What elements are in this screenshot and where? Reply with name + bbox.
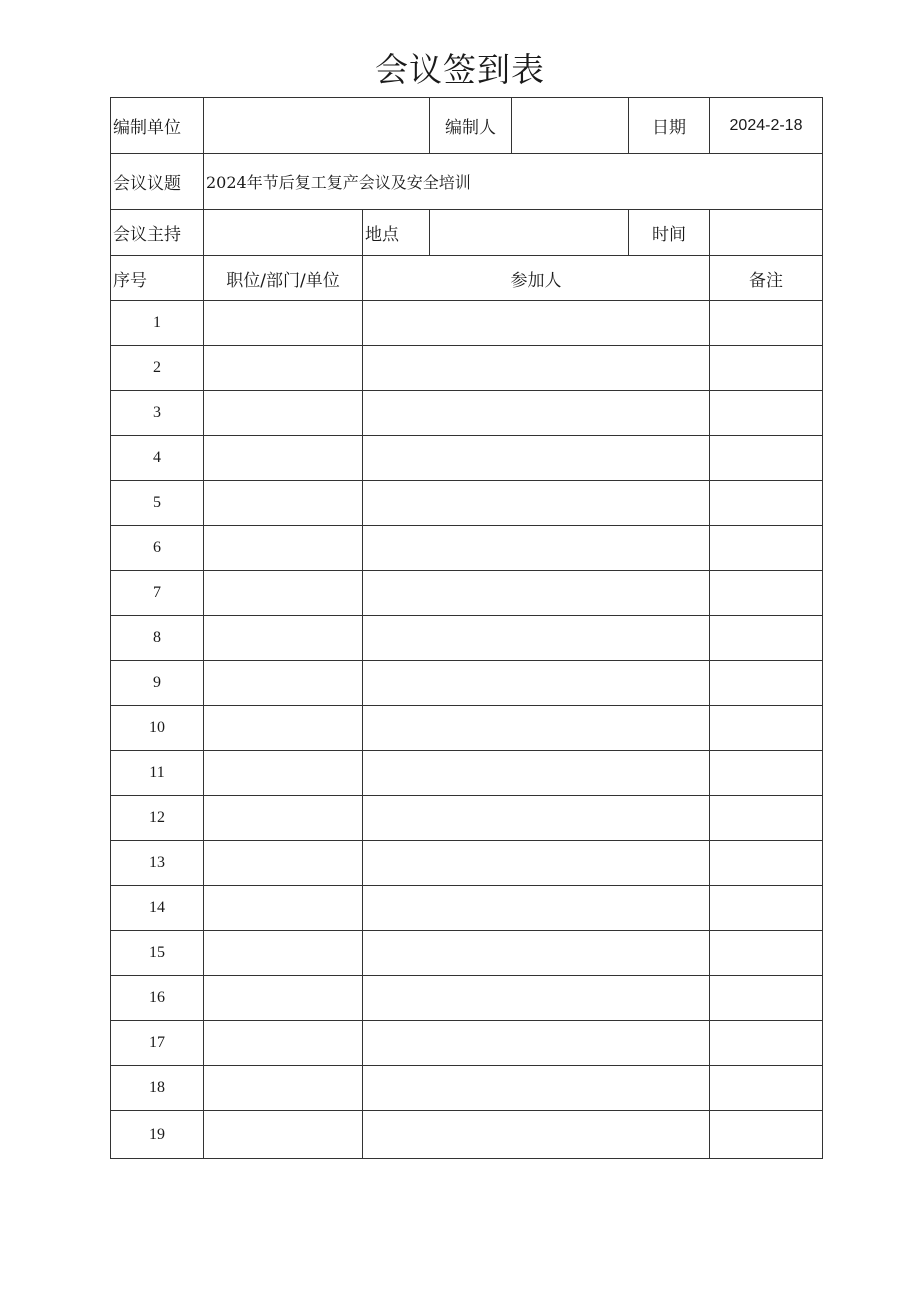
- row-number: 10: [111, 706, 204, 751]
- row-number: 15: [111, 931, 204, 976]
- attendee-cell[interactable]: [363, 841, 710, 886]
- dept-cell[interactable]: [204, 616, 363, 661]
- attendee-cell[interactable]: [363, 571, 710, 616]
- row-number: 17: [111, 1021, 204, 1066]
- note-cell[interactable]: [710, 1111, 822, 1158]
- row-number: 9: [111, 661, 204, 706]
- attendee-cell[interactable]: [363, 661, 710, 706]
- location-label: 地点: [363, 210, 430, 256]
- dept-cell[interactable]: [204, 301, 363, 346]
- topic-label: 会议议题: [111, 154, 204, 210]
- topic-field[interactable]: 2024年节后复工复产会议及安全培训: [204, 154, 822, 210]
- editor-label: 编制人: [430, 98, 512, 154]
- row-number: 4: [111, 436, 204, 481]
- row-number: 13: [111, 841, 204, 886]
- attendee-cell[interactable]: [363, 301, 710, 346]
- note-cell[interactable]: [710, 346, 822, 391]
- attendee-cell[interactable]: [363, 931, 710, 976]
- dept-cell[interactable]: [204, 931, 363, 976]
- attendee-cell[interactable]: [363, 346, 710, 391]
- note-cell[interactable]: [710, 751, 822, 796]
- note-cell[interactable]: [710, 301, 822, 346]
- dept-cell[interactable]: [204, 1021, 363, 1066]
- note-cell[interactable]: [710, 661, 822, 706]
- dept-cell[interactable]: [204, 436, 363, 481]
- column-header-dept: 职位/部门/单位: [204, 256, 363, 301]
- row-number: 3: [111, 391, 204, 436]
- attendee-cell[interactable]: [363, 886, 710, 931]
- attendee-cell[interactable]: [363, 1021, 710, 1066]
- editor-field[interactable]: [512, 98, 629, 154]
- time-label: 时间: [629, 210, 710, 256]
- dept-cell[interactable]: [204, 706, 363, 751]
- row-number: 18: [111, 1066, 204, 1111]
- dept-cell[interactable]: [204, 571, 363, 616]
- row-number: 19: [111, 1111, 204, 1158]
- attendee-cell[interactable]: [363, 1111, 710, 1158]
- row-number: 2: [111, 346, 204, 391]
- dept-cell[interactable]: [204, 1066, 363, 1111]
- attendee-cell[interactable]: [363, 616, 710, 661]
- note-cell[interactable]: [710, 931, 822, 976]
- dept-cell[interactable]: [204, 661, 363, 706]
- row-number: 14: [111, 886, 204, 931]
- dept-cell[interactable]: [204, 976, 363, 1021]
- row-number: 5: [111, 481, 204, 526]
- sign-in-table: [110, 97, 823, 1159]
- row-number: 1: [111, 301, 204, 346]
- dept-cell[interactable]: [204, 481, 363, 526]
- note-cell[interactable]: [710, 436, 822, 481]
- location-field[interactable]: [430, 210, 629, 256]
- host-label: 会议主持: [111, 210, 204, 256]
- attendee-cell[interactable]: [363, 526, 710, 571]
- note-cell[interactable]: [710, 841, 822, 886]
- page-title: 会议签到表: [375, 50, 545, 89]
- column-header-attendee: 参加人: [363, 256, 710, 301]
- host-field[interactable]: [204, 210, 363, 256]
- note-cell[interactable]: [710, 571, 822, 616]
- note-cell[interactable]: [710, 796, 822, 841]
- note-cell[interactable]: [710, 391, 822, 436]
- row-number: 6: [111, 526, 204, 571]
- column-header-no: 序号: [111, 256, 204, 301]
- note-cell[interactable]: [710, 886, 822, 931]
- attendee-cell[interactable]: [363, 436, 710, 481]
- date-label: 日期: [629, 98, 710, 154]
- note-cell[interactable]: [710, 976, 822, 1021]
- column-header-note: 备注: [710, 256, 822, 301]
- unit-field[interactable]: [204, 98, 430, 154]
- note-cell[interactable]: [710, 526, 822, 571]
- attendee-cell[interactable]: [363, 706, 710, 751]
- note-cell[interactable]: [710, 1021, 822, 1066]
- attendee-cell[interactable]: [363, 481, 710, 526]
- attendee-cell[interactable]: [363, 976, 710, 1021]
- note-cell[interactable]: [710, 1066, 822, 1111]
- attendee-cell[interactable]: [363, 751, 710, 796]
- dept-cell[interactable]: [204, 346, 363, 391]
- row-number: 8: [111, 616, 204, 661]
- unit-label: 编制单位: [111, 98, 204, 154]
- attendee-cell[interactable]: [363, 796, 710, 841]
- dept-cell[interactable]: [204, 391, 363, 436]
- dept-cell[interactable]: [204, 886, 363, 931]
- dept-cell[interactable]: [204, 526, 363, 571]
- time-field[interactable]: [710, 210, 822, 256]
- dept-cell[interactable]: [204, 841, 363, 886]
- row-number: 11: [111, 751, 204, 796]
- dept-cell[interactable]: [204, 751, 363, 796]
- dept-cell[interactable]: [204, 1111, 363, 1158]
- attendee-cell[interactable]: [363, 1066, 710, 1111]
- note-cell[interactable]: [710, 706, 822, 751]
- dept-cell[interactable]: [204, 796, 363, 841]
- row-number: 12: [111, 796, 204, 841]
- attendee-cell[interactable]: [363, 391, 710, 436]
- row-number: 16: [111, 976, 204, 1021]
- row-number: 7: [111, 571, 204, 616]
- date-field[interactable]: 2024-2-18: [710, 98, 822, 154]
- note-cell[interactable]: [710, 616, 822, 661]
- note-cell[interactable]: [710, 481, 822, 526]
